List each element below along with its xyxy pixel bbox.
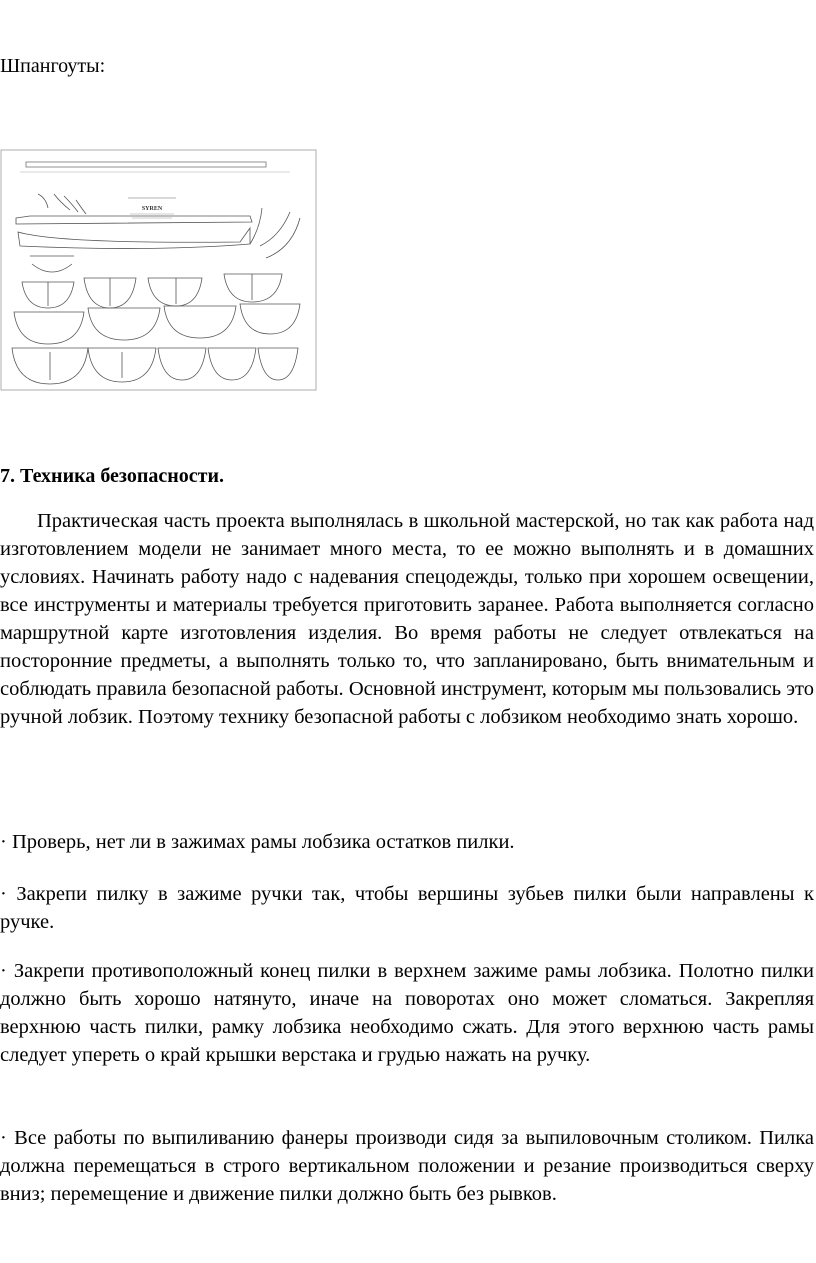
bullet-item: · Закрепи противоположный конец пилки в верхнем зажиме рамы лобзика. Полотно пилки должно быть хорошо натянуто, иначе на поворотах оно может сломаться. Закрепляя верхнюю часть пилки, рамку лобзика необходимо сжать. Для этого верхнюю часть рамы следует упереть о край крышки верстака и грудью нажать на ручку. xyxy=(0,960,814,1066)
bullet-item: · Закрепи пилку в зажиме ручки так, чтобы вершины зубьев пилки были направлены к ручке. xyxy=(0,883,814,933)
title-block xyxy=(128,198,176,218)
section-title: 7. Техника безопасности. xyxy=(0,465,225,487)
frames-label: Шпангоуты: xyxy=(0,55,106,77)
ship-frames-drawing xyxy=(0,148,318,392)
drawing-border xyxy=(1,150,316,390)
frames-row-1 xyxy=(22,274,282,308)
frames-row-2 xyxy=(14,304,300,344)
frames-row-3 xyxy=(12,348,298,384)
stem-piece xyxy=(38,194,48,208)
scale-bar xyxy=(26,162,266,167)
hull-side xyxy=(18,228,250,249)
bullet-item: · Проверь, нет ли в зажимах рамы лобзика остатков пилки. xyxy=(0,831,515,853)
drawing-title: SYREN xyxy=(141,206,163,212)
stern-post xyxy=(250,208,262,244)
safety-paragraph: Практическая часть проекта выполнялась в школьной мастерской, но так как работа над изготовлением модели не занимает много места, то ее можно выполнять и в домашних условиях. Начинать работу надо с надевания спецодежды, только при хорошем освещении, все инструменты и материалы требуется приготовить заранее. Работа выполняется согласно маршрутной карте изготовления изделия. Во время работы не следует отвлекаться на посторонние предметы, а выполнять только то, что запланировано, быть внимательным и соблюдать правила безопасной работы. Основной инструмент, которым мы пользовались это ручной лобзик. Поэтому технику безопасной работы с лобзиком необходимо знать хорошо. xyxy=(0,510,814,728)
keel-profile xyxy=(16,216,252,224)
bullet-item: · Все работы по выпиливанию фанеры производи сидя за выпиловочным столиком. Пилка должна перемещаться в строго вертикальном положении и резание производиться сверху вниз; перемещение и движение пилки должно быть без рывков. xyxy=(0,1127,814,1205)
